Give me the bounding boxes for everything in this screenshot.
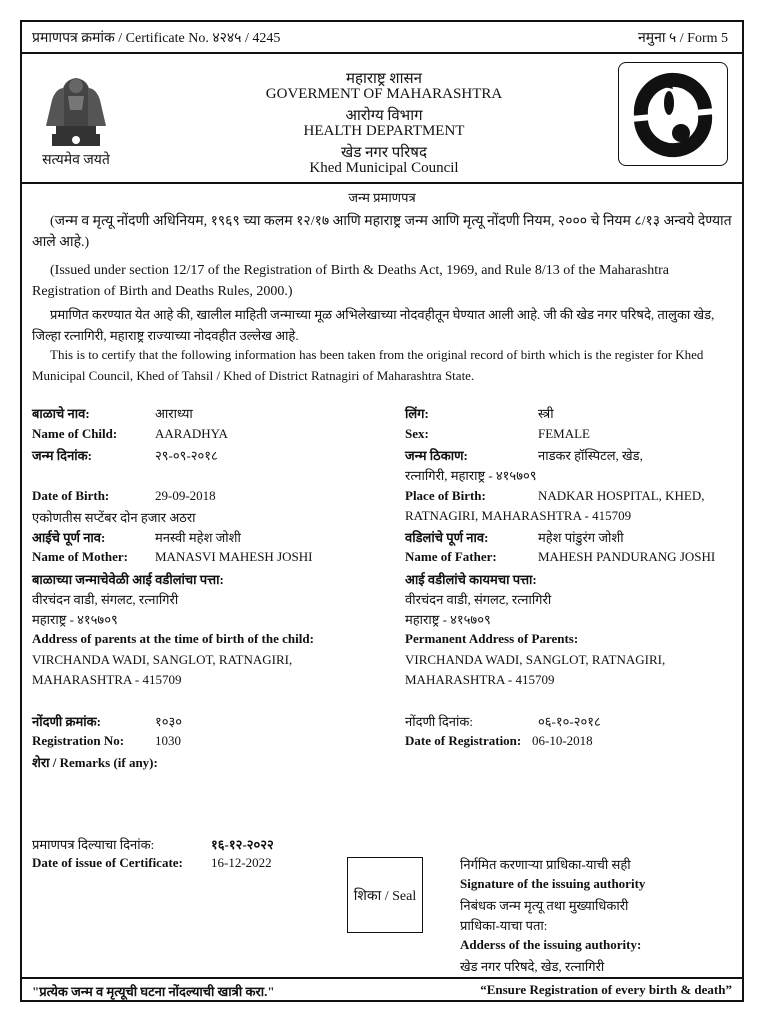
reg-date-mr: ०६-१०-२०१८: [538, 714, 601, 729]
authority-address-label-mr: प्राधिका-याचा पता:: [460, 918, 548, 933]
signature-label-en: Signature of the issuing authority: [460, 876, 646, 891]
pob-en-line1: NADKAR HOSPITAL, KHED,: [538, 488, 705, 503]
gov-title-en: GOVERMENT OF MAHARASHTRA: [265, 86, 503, 102]
reg-date-en: 06-10-2018: [532, 733, 593, 748]
act-text-en: (Issued under section 12/17 of the Registration of Birth & Deaths Act, 1969, and Rule 8/13 of the Maharashtra Registration of Birth and Deaths Rules, 2000.): [32, 263, 669, 299]
addr-birth-en-line1: VIRCHANDA WADI, SANGLOT, RATNAGIRI,: [32, 652, 293, 667]
pob-mr-line2: रत्नागिरी, महाराष्ट्र - ४१५७०९: [405, 468, 537, 483]
addr-perm-en-line2: MAHARASHTRA - 415709: [405, 672, 555, 687]
footer-divider: [22, 977, 742, 979]
health-department-logo-icon: [618, 62, 728, 166]
seal-box: [347, 857, 423, 933]
authority-address-mr: खेड नगर परिषदे, खेड, रत्नागिरी: [460, 959, 605, 974]
certificate-frame: [20, 20, 744, 1002]
dob-mr: २९-०९-२०१८: [155, 448, 218, 463]
father-label-en: Name of Father:: [405, 549, 497, 564]
authority-title-mr: निबंधक जन्म मृत्यू तथा मुख्याधिकारी: [460, 898, 629, 913]
reg-date-label-en: Date of Registration:: [405, 733, 522, 748]
addr-perm-mr-line2: महाराष्ट्र - ४१५७०९: [405, 612, 491, 627]
slogan-en: “Ensure Registration of every birth & death”: [480, 982, 732, 997]
certificate-number: प्रमाणपत्र क्रमांक / Certificate No. ४२४५ / 4245: [32, 31, 281, 46]
council-title-en: Khed Municipal Council: [309, 160, 459, 176]
certificate-title: जन्म प्रमाणपत्र: [348, 190, 416, 205]
gov-title-mr: महाराष्ट्र शासन: [346, 71, 422, 87]
issue-date-label-mr: प्रमाणपत्र दिल्याचा दिनांक:: [32, 837, 155, 852]
sex-label-en: Sex:: [405, 426, 429, 441]
authority-address-label-en: Adderss of the issuing authority:: [460, 937, 642, 952]
dept-title-en: HEALTH DEPARTMENT: [303, 123, 465, 139]
child-name-label-en: Name of Child:: [32, 426, 118, 441]
addr-perm-mr-line1: वीरचंदन वाडी, संगलट, रत्नागिरी: [405, 592, 552, 607]
title-divider: [22, 182, 742, 184]
issue-date-en: 16-12-2022: [211, 855, 272, 870]
reg-no-mr: १०३०: [155, 714, 183, 729]
addr-birth-en-line2: MAHARASHTRA - 415709: [32, 672, 182, 687]
act-text-mr: (जन्म व मृत्यू नोंदणी अधिनियम, १९६९ च्या कलम १२/१७ आणि महाराष्ट्र जन्म आणि मृत्यू नोंदणी नियम, २००० चे नियम ८/१३ अन्वये देण्यात आले आहे.): [32, 214, 732, 250]
form-number: नमुना ५ / Form 5: [637, 31, 728, 46]
child-name-mr: आराध्या: [155, 406, 193, 421]
father-label-mr: वडिलांचे पूर्ण नाव:: [405, 530, 489, 545]
dob-words-mr: एकोणतीस सप्टेंबर दोन हजार अठरा: [32, 510, 196, 525]
pob-mr-line1: नाडकर हॉस्पिटल, खेड,: [538, 448, 643, 463]
slogan-mr: "प्रत्येक जन्म व मृत्यूची घटना नोंदल्याची खात्री करा.": [32, 984, 275, 999]
father-name-mr: महेश पांडुरंग जोशी: [538, 530, 624, 545]
reg-no-label-mr: नोंदणी क्रमांक:: [32, 714, 101, 729]
addr-birth-mr-line1: वीरचंदन वाडी, संगलट, रत्नागिरी: [32, 592, 179, 607]
addr-birth-label-en: Address of parents at the time of birth of the child:: [32, 631, 314, 646]
national-emblem-icon: [38, 66, 114, 150]
addr-perm-en-line1: VIRCHANDA WADI, SANGLOT, RATNAGIRI,: [405, 652, 666, 667]
addr-birth-mr-line2: महाराष्ट्र - ४१५७०९: [32, 612, 118, 627]
pob-label-en: Place of Birth:: [405, 488, 486, 503]
mother-name-mr: मनस्वी महेश जोशी: [155, 530, 241, 545]
dob-label-mr: जन्म दिनांक:: [32, 448, 92, 463]
dob-label-en: Date of Birth:: [32, 488, 110, 503]
remarks-label: शेरा / Remarks (if any):: [32, 755, 158, 770]
seal-label: शिका / Seal: [353, 888, 417, 904]
addr-perm-label-mr: आई वडीलांचे कायमचा पत्ता:: [405, 572, 537, 587]
certify-text-mr: प्रमाणित करण्यात येत आहे की, खालील माहिती जन्माच्या मूळ अभिलेखाच्या नोदवहीतून घेण्यात आली आहे. जी की खेड नगर परिषदे, तालुका खेड, जिल्हा रत्नागिरी, महाराष्ट्र राज्याच्या नोदवहीत उल्लेख आहे.: [32, 307, 715, 343]
mother-label-en: Name of Mother:: [32, 549, 129, 564]
addr-birth-label-mr: बाळाच्या जन्माचेवेळी आई वडीलांचा पत्ता:: [32, 572, 224, 587]
issue-date-label-en: Date of issue of Certificate:: [32, 855, 183, 870]
reg-no-en: 1030: [155, 733, 181, 748]
issue-date-mr: १६-१२-२०२२: [211, 837, 274, 852]
reg-no-label-en: Registration No:: [32, 733, 125, 748]
certify-text-en: This is to certify that the following information has been taken from the original record of birth which is the register for Khed Municipal Council, Khed of Tahsil / Khed of District Ratnagiri of Maharashtra State.: [32, 347, 704, 383]
dob-en: 29-09-2018: [155, 488, 216, 503]
sex-en: FEMALE: [538, 426, 590, 441]
mother-name-en: MANASVI MAHESH JOSHI: [155, 549, 313, 564]
header-divider: [22, 52, 742, 54]
emblem-motto: सत्यमेव जयते: [42, 153, 110, 168]
dept-title-mr: आरोग्य विभाग: [345, 108, 423, 124]
sex-label-mr: लिंग:: [405, 406, 429, 421]
signature-label-mr: निर्गमित करणाऱ्या प्राधिका-याची सही: [460, 857, 631, 872]
pob-label-mr: जन्म ठिकाण:: [405, 448, 468, 463]
addr-perm-label-en: Permanent Address of Parents:: [405, 631, 579, 646]
father-name-en: MAHESH PANDURANG JOSHI: [538, 549, 716, 564]
mother-label-mr: आईचे पूर्ण नाव:: [32, 530, 106, 545]
child-name-label-mr: बाळाचे नाव:: [32, 406, 90, 421]
child-name-en: AARADHYA: [155, 426, 228, 441]
reg-date-label-mr: नोंदणी दिनांक:: [405, 714, 473, 729]
pob-en-line2: RATNAGIRI, MAHARASHTRA - 415709: [405, 508, 632, 523]
sex-mr: स्त्री: [538, 406, 554, 421]
council-title-mr: खेड नगर परिषद: [341, 145, 427, 161]
